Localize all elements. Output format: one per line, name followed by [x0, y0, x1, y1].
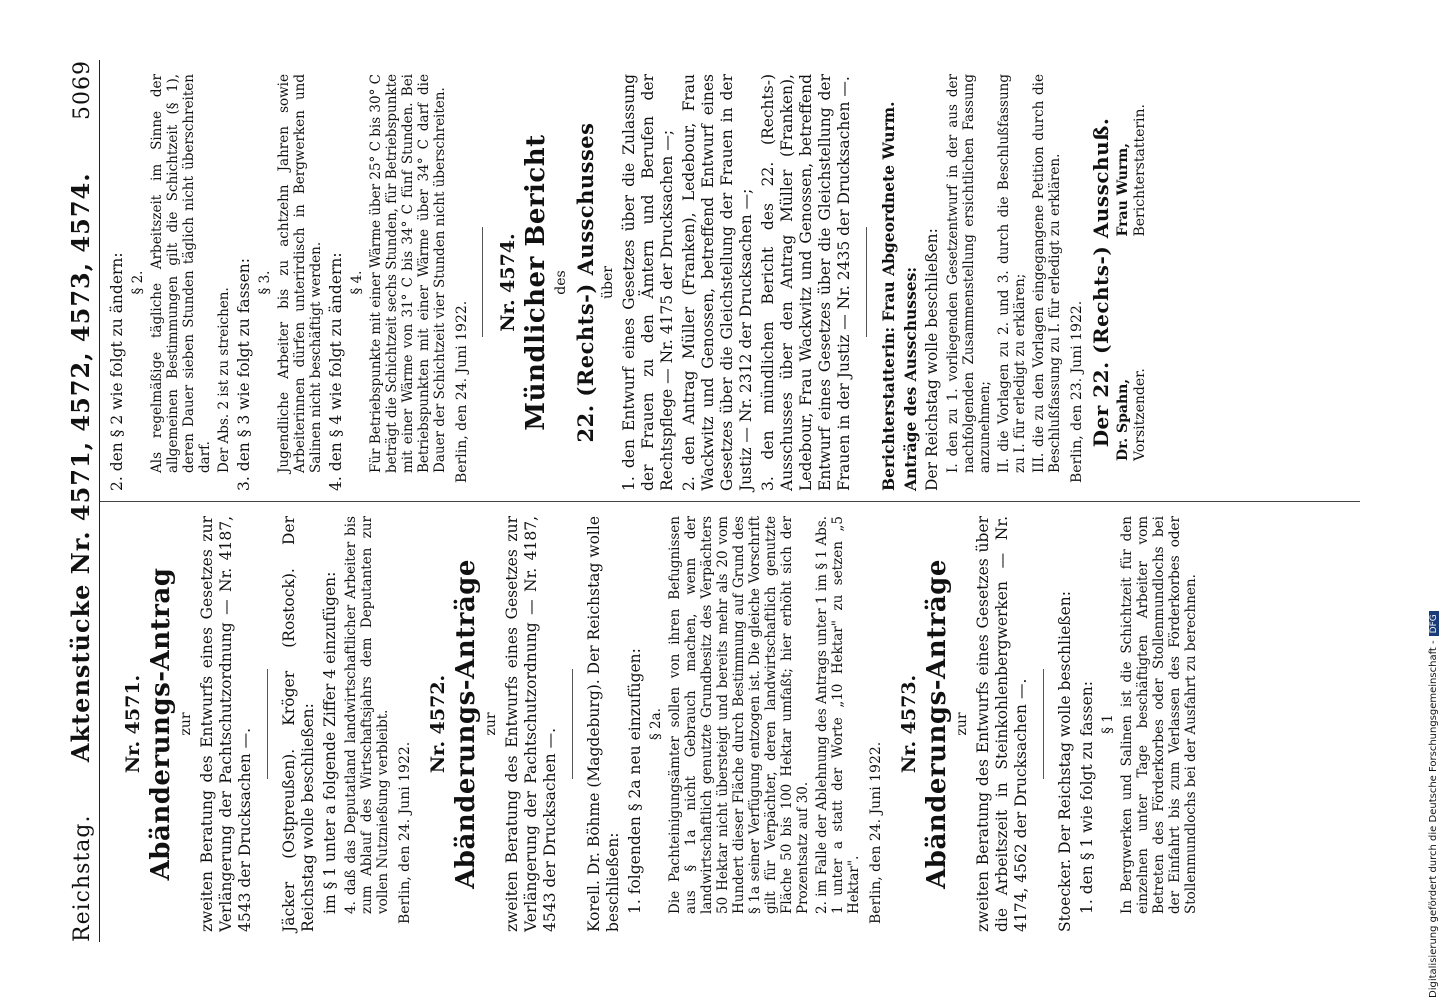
item1-4574: 1. den Entwurf eines Gesetzes über die Zulassung der Frauen zu den Ämtern und Berufen der Rechtspflege — Nr. 4175 der Drucksachen —; [620, 74, 676, 491]
section-title-4571: Abänderungs-Antrag [146, 567, 176, 881]
dfg-logo: DFG [1429, 611, 1439, 636]
para-3: § 3. [257, 270, 273, 295]
motion-4571: Jäcker (Ostpreußen). Kröger (Rostock). Der Reichstag wolle beschließen: [280, 516, 317, 932]
section-number-4571: Nr. 4571. [122, 674, 144, 774]
section-number-4574: Nr. 4574. [497, 233, 519, 332]
signature-chair [1115, 368, 1149, 461]
item-4571: im § 1 unter a folgende Ziffer 4 einzufügen: [321, 571, 339, 914]
page-number: 5069 [70, 60, 95, 121]
committee-name: 22. (Rechts-) Ausschusses [573, 122, 598, 443]
text-1: In Bergwerken und Salinen ist die Schichtzeit für den einzelnen unter Tage beschäftigten Arbeiter vom Betreten des Förderkorbes oder Stollenmundlochs bei der Einfahrt bis zum Verlassen des Förderkorbes oder Stollenmundlochs bei der Ausfahrt zu berechnen. [1119, 516, 1199, 914]
item1-4572: 1. folgenden § 2a neu einzufügen: [626, 648, 644, 914]
section-zur-4572: zur [483, 712, 499, 736]
item4-4573: 4. den § 4 wie folgt zu ändern: [327, 252, 345, 491]
motion-4573: Stoecker. Der Reichstag wolle beschließen: [1056, 591, 1074, 932]
reporter-name: Frau Wurm, [1115, 142, 1131, 237]
motion-4574: Der Reichstag wolle beschließen: [923, 228, 941, 491]
committee-motions-heading: Anträge des Ausschusses: [901, 266, 920, 491]
signature-heading: Der 22. (Rechts-) Ausschuß. [1089, 117, 1113, 448]
intro-4573: zweiten Beratung des Entwurfs eines Gesetzes über die Arbeitszeit in Steinkohlenbergwerken — Nr. 4174, 4562 der Drucksachen —. [974, 516, 1030, 932]
item3-4573: 3. den § 3 wie folgt zu fassen: [235, 258, 253, 491]
intro-4571: zweiten Beratung des Entwurfs eines Gesetzes zur Verlängerung der Pachtschutzordnung — Nr. 4187, 4543 der Drucksachen —. [198, 516, 254, 932]
para-1: § 1 [1100, 714, 1116, 734]
chair-name: Dr. Spahn, [1115, 378, 1131, 461]
divider [482, 228, 483, 338]
section-zur-4571: zur [178, 712, 194, 736]
section-des-4574: des [553, 270, 569, 295]
divider [1043, 669, 1044, 779]
reporter: Berichterstatterin: Frau Abgeordnete Wurm. [879, 101, 898, 491]
signatures [1115, 74, 1149, 491]
reporter-role: Berichterstatterin. [1132, 104, 1148, 237]
date-4572: Berlin, den 24. Juni 1922. [868, 741, 884, 924]
section-zur-4573: zur [954, 712, 970, 736]
date-4574: Berlin, den 23. Juni 1922. [1069, 300, 1085, 483]
resolution-2: II. die Vorlagen zu 2. und 3. durch die Beschlußfassung zu I. für erledigt zu erklären; [996, 74, 1028, 473]
right-column [100, 60, 1360, 501]
item2-4573: 2. den § 2 wie folgt zu ändern: [108, 252, 126, 491]
item3-4574: 3. den mündlichen Bericht des 22. (Rechts-) Ausschusses über den Antrag Müller (Franken), Ledebour, Frau Wackwitz und Genossen, betreffend Entwurf eines Gesetzes über die Gleichstellung der Frauen in der Justiz — Nr. 2435 der Drucksachen —. [759, 74, 853, 491]
two-column-body [100, 60, 1360, 942]
item4-4571: 4. daß das Deputatland landwirtschaftlicher Arbeiter bis zum Ablauf des Wirtschaftsjahrs dem Deputanten zur vollen Nutznießung verbleibt. [343, 516, 391, 914]
item2-4572: 2. im Falle der Ablehnung des Antrags unter 1 im § 1 Abs. 1 unter a statt der Worte „10 Hektar" zu setzen „5 Hektar". [814, 516, 862, 914]
para-2: § 2. [130, 270, 146, 295]
text-3: Jugendliche Arbeiter bis zu achtzehn Jahren sowie Arbeiterinnen dürfen unterirdisch in Bergwerken und Salinen nicht beschäftigt werden. [276, 74, 324, 473]
divider [866, 228, 867, 338]
item1-4573: 1. den § 1 wie folgt zu fassen: [1078, 681, 1096, 914]
left-column [100, 501, 1360, 942]
section-title-4572: Abänderungs-Anträge [451, 559, 481, 889]
text-2b: Der Abs. 2 ist zu streichen. [216, 287, 232, 473]
section-title-4574: Mündlicher Bericht [521, 134, 551, 431]
text-4: Für Betriebspunkte mit einer Wärme über 25° C bis 30° C beträgt die Schichtzeit sechs Stunden, für Betriebspunkte mit einer Wärme von 31° C bis 34° C fünf Stunden. Bei Betriebspunkten mit einer Wärme über 34° C darf die Dauer der Schichtzeit vier Stunden nicht überschreiten. [368, 74, 448, 473]
resolution-1: I. den zu 1. vorliegenden Gesetzentwurf in der aus der nachfolgenden Zusammenstellung ersichtlichen Fassung anzunehmen; [945, 74, 993, 473]
motion-4572: Korell. Dr. Böhme (Magdeburg). Der Reichstag wolle beschließen: [585, 515, 622, 932]
text-2: Als regelmäßige tägliche Arbeitszeit im Sinne der allgemeinen Bestimmungen gilt die Schichtzeit (§ 1), deren Dauer sieben Stunden täglich nicht überschreiten darf. [149, 74, 213, 473]
para-2a: § 2a. [648, 708, 664, 740]
section-number-4573: Nr. 4573. [898, 674, 920, 774]
credit-text: Digitalisierung gefördert durch die Deutsche Forschungsgemeinschaft - [1428, 640, 1439, 998]
resolution-3: III. die zu den Vorlagen eingegangene Petition durch die Beschlußfassung zu I. für erledigt zu erklären. [1031, 74, 1063, 473]
section-ueber-4574: über [600, 266, 616, 299]
header-title: Aktenstücke Nr. 4571, 4572, 4573, 4574. [66, 172, 95, 763]
para-4: § 4. [349, 270, 365, 295]
section-number-4572: Nr. 4572. [427, 674, 449, 774]
page-header [66, 60, 100, 942]
intro-4572: zweiten Beratung des Entwurfs eines Gesetzes zur Verlängerung der Pachtschutzordnung — Nr. 4187, 4543 der Drucksachen —. [503, 516, 559, 932]
text-2a: Die Pachteinigungsämter sollen von ihren Befugnissen aus § 1a nicht Gebrauch machen, wenn der landwirtschaftlich genutzte Grundbesitz des Verpächters 50 Hektar nicht übersteigt und bereits mehr als 20 vom Hundert dieser Fläche durch Bestimmung auf Grund des § 1a seiner Verfügung entzogen ist. Die gleiche Vorschrift gilt für Verpächter, deren landwirtschaftlich genutzte Fläche 50 bis 100 Hektar umfaßt; hier erhöht sich der Prozentsatz auf 30. [667, 516, 811, 914]
section-title-4573: Abänderungs-Anträge [922, 559, 952, 889]
divider [572, 669, 573, 779]
item2-4574: 2. den Antrag Müller (Franken), Ledebour, Frau Wackwitz und Genossen, betreffend Entwurf eines Gesetzes über die Gleichstellung der Frauen in der Justiz — Nr. 2312 der Drucksachen —; [680, 74, 755, 491]
digitization-credit [1414, 8, 1439, 998]
divider [267, 669, 268, 779]
date-4571: Berlin, den 24. Juni 1922. [397, 741, 413, 924]
signature-reporter [1115, 104, 1149, 237]
date-4573: Berlin, den 24. Juni 1922. [454, 300, 470, 483]
chair-role: Vorsitzender. [1132, 368, 1148, 461]
header-left: Reichstag. [70, 814, 95, 942]
